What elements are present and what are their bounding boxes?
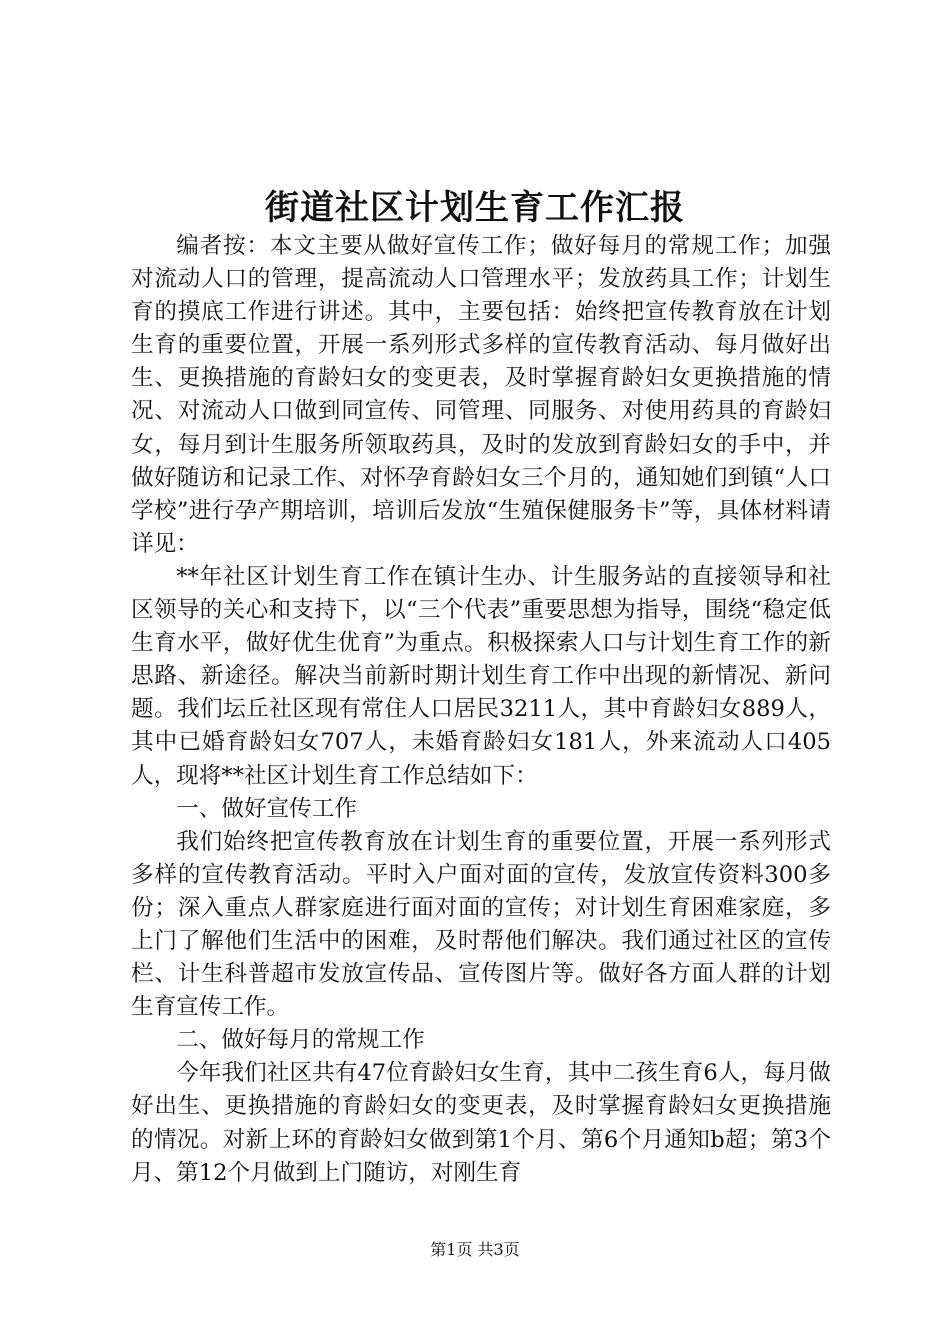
page-number-footer: 第1页 共3页: [430, 1240, 520, 1259]
intro-paragraph: **年社区计划生育工作在镇计生办、计生服务站的直接领导和社区领导的关心和支持下，以“三个代表”重要思想为指导，围绕“稳定低生育水平，做好优生优育”为重点。积极探索人口与计划生育工作的新思路、新途径。解决当前新时期计划生育工作中出现的新情况、新问题。我们坛丘社区现有常住人口居民3211人，其中育龄妇女889人，其中已婚育龄妇女707人，未婚育龄妇女181人，外来流动人口405人，现将**社区计划生育工作总结如下：: [131, 563, 831, 789]
section-heading-monthly-work: 二、做好每月的常规工作: [176, 1027, 425, 1054]
section-heading-publicity: 一、做好宣传工作: [176, 795, 357, 822]
document-body: [131, 230, 831, 1190]
publicity-paragraph: 我们始终把宣传教育放在计划生育的重要位置，开展一系列形式多样的宣传教育活动。平时入户面对面的宣传，发放宣传资料300多份；深入重点人群家庭进行面对面的宣传；对计划生育困难家庭，多上门了解他们生活中的困难，及时帮他们解决。我们通过社区的宣传栏、计生科普超市发放宣传品、宣传图片等。做好各方面人群的计划生育宣传工作。: [131, 828, 831, 1021]
document-title: 街道社区计划生育工作汇报: [265, 188, 685, 228]
monthly-work-paragraph: 今年我们社区共有47位育龄妇女生育，其中二孩生育6人，每月做好出生、更换措施的育龄妇女的变更表，及时掌握育龄妇女更换措施的情况。对新上环的育龄妇女做到第1个月、第6个月通知b超；第3个月、第12个月做到上门随访，对刚生育: [131, 1060, 831, 1186]
editor-note-paragraph: 编者按：本文主要从做好宣传工作；做好每月的常规工作；加强对流动人口的管理，提高流动人口管理水平；发放药具工作；计划生育的摸底工作进行讲述。其中，主要包括：始终把宣传教育放在计划生育的重要位置，开展一系列形式多样的宣传教育活动、每月做好出生、更换措施的育龄妇女的变更表，及时掌握育龄妇女更换措施的情况、对流动人口做到同宣传、同管理、同服务、对使用药具的育龄妇女，每月到计生服务所领取药具，及时的发放到育龄妇女的手中，并做好随访和记录工作、对怀孕育龄妇女三个月的，通知她们到镇“人口学校”进行孕产期培训，培训后发放“生殖保健服务卡”等，具体材料请详见：: [131, 233, 831, 557]
